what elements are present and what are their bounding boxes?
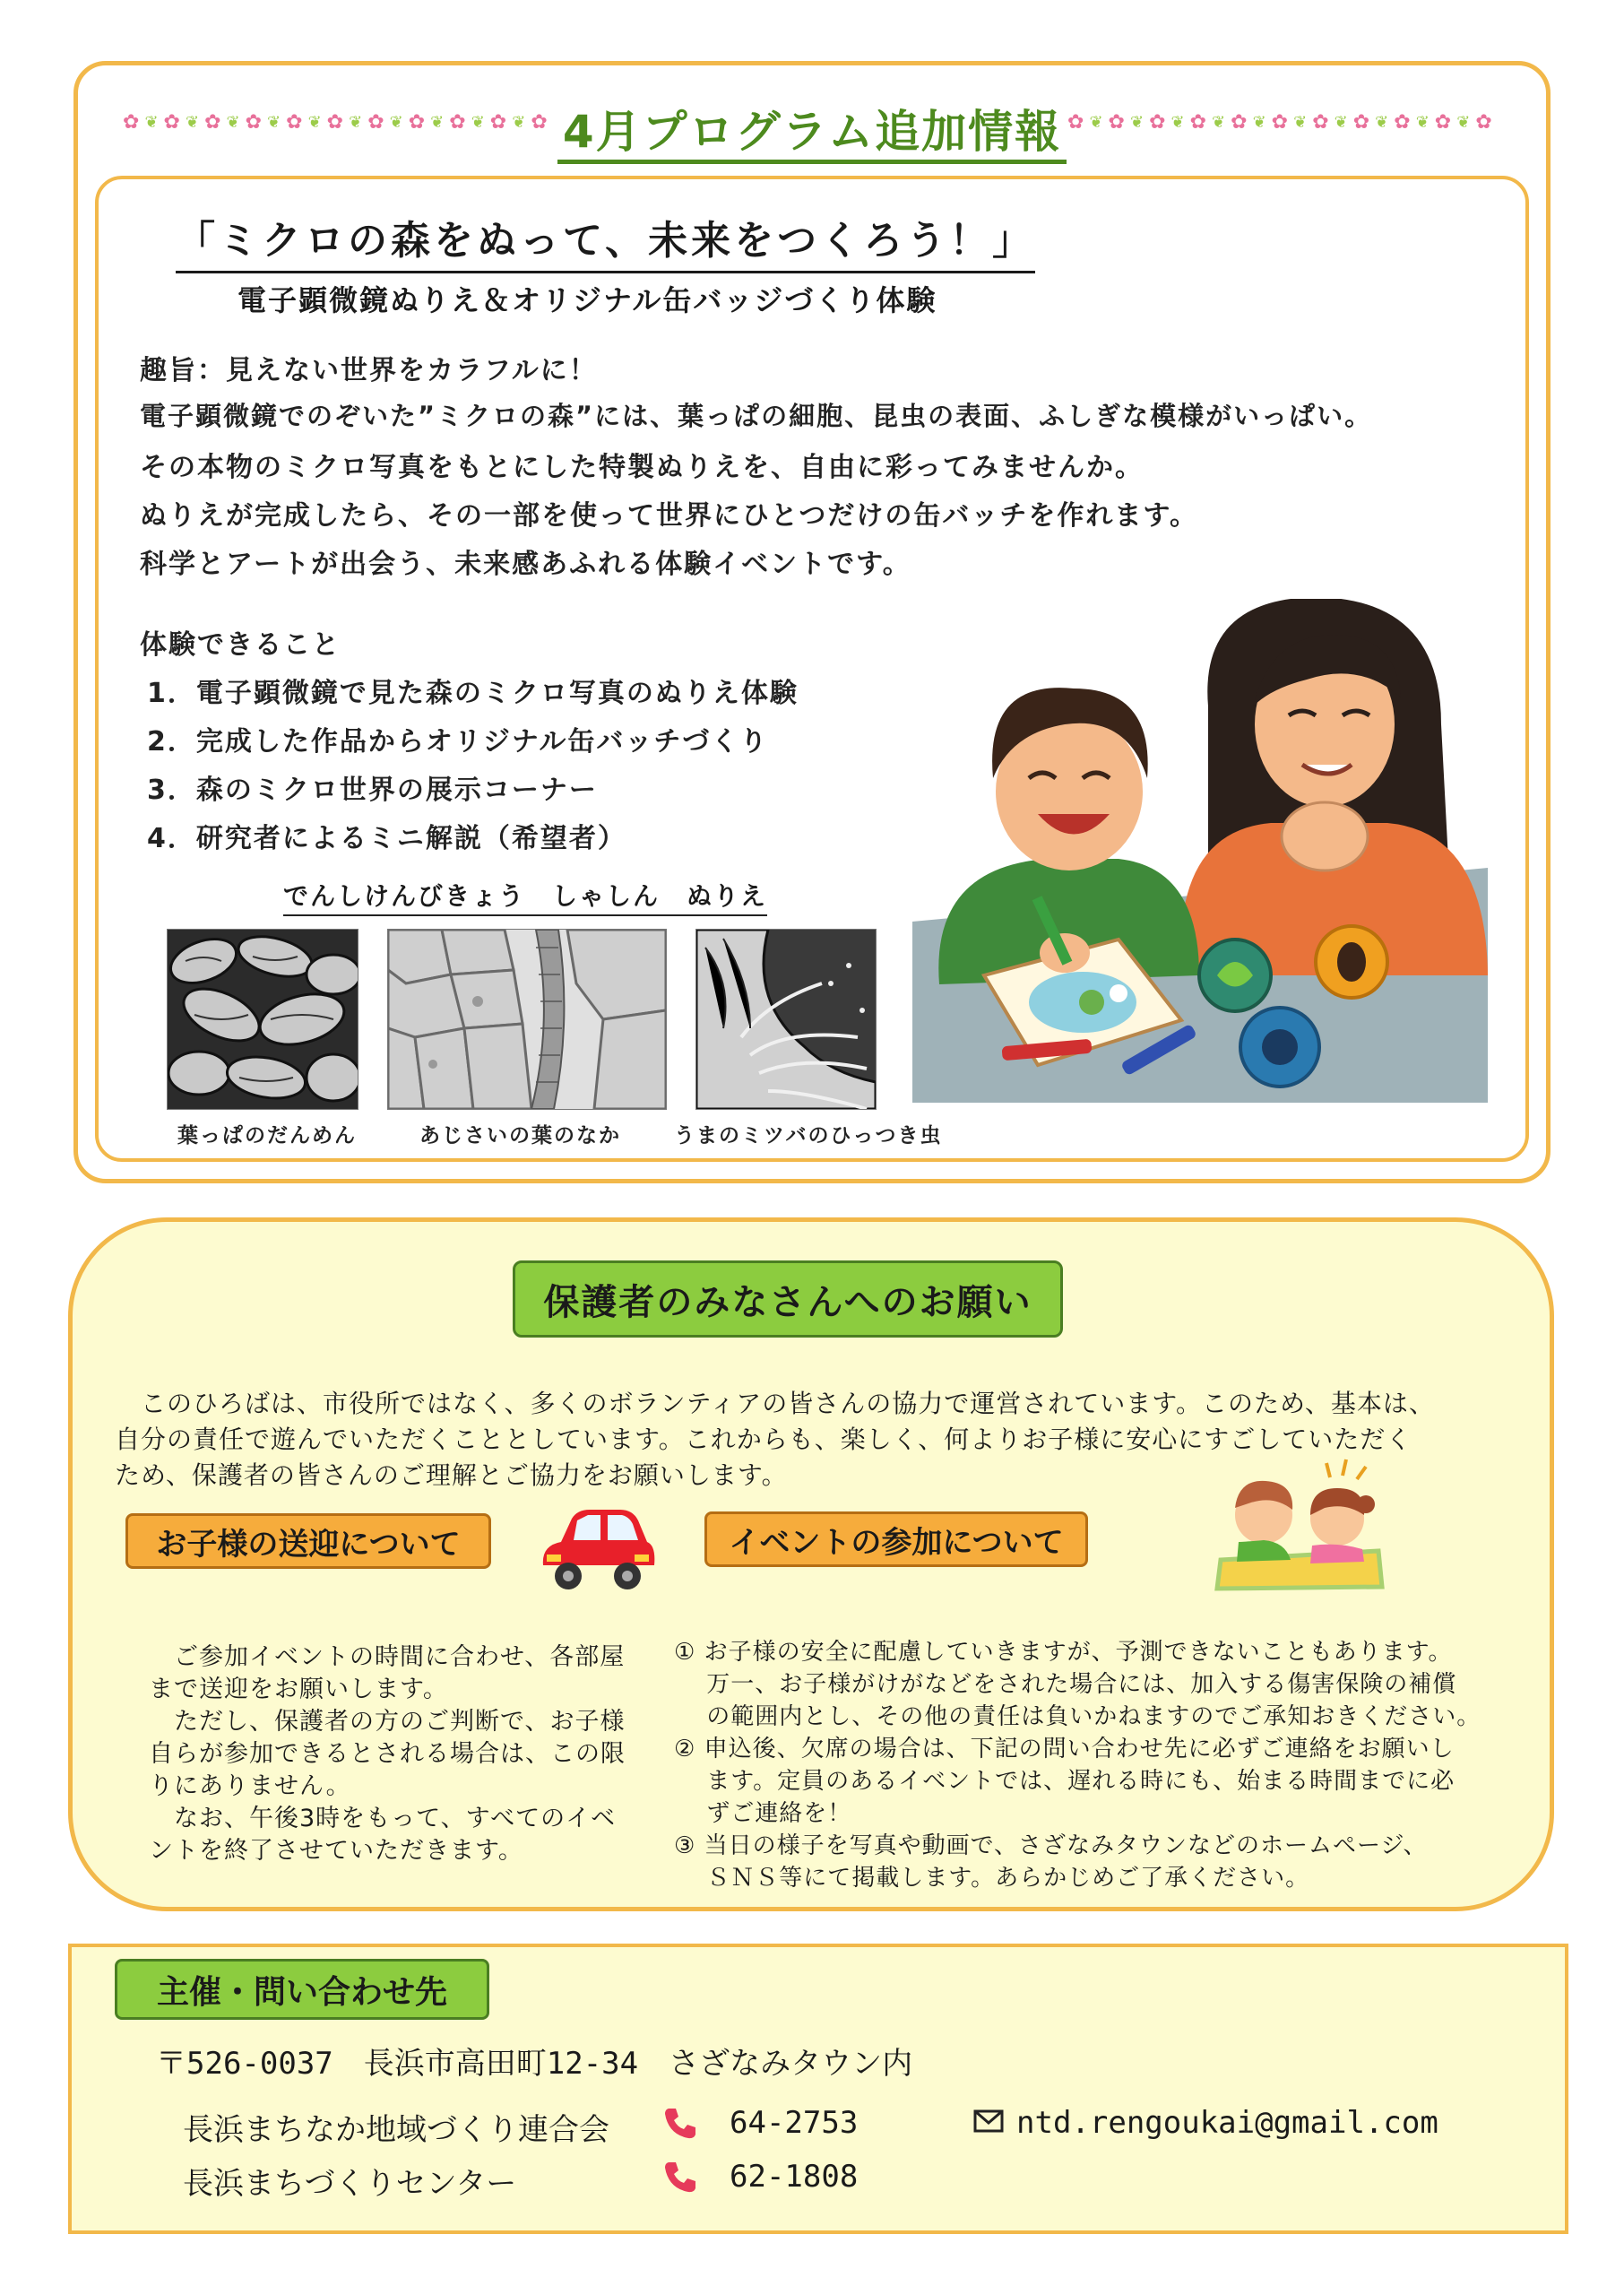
purpose-line: その本物のミクロ写真をもとにした特製ぬりえを、自由に彩ってみませんか。 bbox=[140, 452, 1144, 483]
activity-item: 1．電子顕微鏡で見た森のミクロ写真のぬりえ体験 bbox=[147, 678, 799, 709]
coloring-illustration bbox=[912, 599, 1488, 1103]
intro-line: 自分の責任で遊んでいただくこととしています。これからも、楽しく、何よりお子様に安心にすごしていただく bbox=[115, 1425, 1412, 1454]
guardian-notice-banner: 保護者のみなさんへのお願い bbox=[513, 1260, 1063, 1338]
flower-deco-right: ✿ ❦ ✿ ❦ ✿ ❦ ✿ ❦ ✿ ❦ ✿ ❦ ✿ ❦ ✿ ❦ ✿ ❦ ✿ ❦ ✿ bbox=[1067, 110, 1492, 134]
program-subtitle: 電子顕微鏡ぬりえ＆オリジナル缶バッジづくり体験 bbox=[238, 283, 937, 317]
purpose-line: 電子顕微鏡でのぞいた”ミクロの森”には、葉っぱの細胞、昆虫の表面、ふしぎな模様がいっぱい。 bbox=[140, 401, 1373, 431]
contact-org: 長浜まちなか地域づくり連合会 bbox=[183, 2112, 609, 2148]
micro-image-burr-seed bbox=[695, 929, 877, 1110]
event-banner: イベントの参加について bbox=[704, 1511, 1088, 1567]
contact-phone[interactable]: 62-1808 bbox=[730, 2159, 859, 2195]
phone-icon bbox=[661, 2159, 697, 2195]
purpose-line: 趣旨：見えない世界をカラフルに！ bbox=[140, 355, 598, 386]
pickup-line: なお、午後3時をもって、すべてのイベ bbox=[149, 1805, 617, 1832]
micro-image-leaf-section bbox=[167, 929, 358, 1110]
pickup-line: ただし、保護者の方のご判断で、お子様 bbox=[149, 1708, 626, 1736]
event-line: ＳＮＳ等にて掲載します。あらかじめご了承ください。 bbox=[674, 1865, 1310, 1892]
event-line: 万一、お子様がけがなどをされた場合には、加入する傷害保険の補償 bbox=[674, 1671, 1457, 1698]
event-line: ③ 当日の様子を写真や動画で、さざなみタウンなどのホームページ、 bbox=[674, 1832, 1428, 1859]
pickup-line: りにありません。 bbox=[149, 1772, 351, 1800]
intro-line: このひろばは、市役所ではなく、多くのボランティアの皆さんの協力で運営されています。このため、基本は、 bbox=[115, 1389, 1435, 1418]
image-caption: あじさいの葉のなか bbox=[419, 1124, 621, 1148]
contact-banner: 主催・問い合わせ先 bbox=[115, 1959, 489, 2020]
activity-item: 4．研究者によるミニ解説（希望者） bbox=[147, 823, 626, 854]
event-line: ます。定員のあるイベントでは、遅れる時にも、始まる時間までに必 bbox=[674, 1768, 1456, 1795]
activities-heading: 体験できること bbox=[140, 629, 341, 661]
contact-email[interactable]: ntd.rengoukai@gmail.com bbox=[1016, 2105, 1438, 2141]
image-caption: うまのミツバのひっつき虫 bbox=[674, 1124, 943, 1148]
event-line: ① お子様の安全に配慮していきますが、予測できないこともあります。 bbox=[674, 1639, 1453, 1666]
image-caption: 葉っぱのだんめん bbox=[177, 1124, 357, 1148]
section-heading: 4月プログラム追加情報 bbox=[78, 96, 1546, 160]
contact-org: 長浜まちづくりセンター bbox=[183, 2166, 517, 2202]
event-line: ② 申込後、欠席の場合は、下記の問い合わせ先に必ずご連絡をお願いし bbox=[674, 1736, 1455, 1762]
gallery-label: でんしけんびきょう しゃしん ぬりえ bbox=[283, 877, 767, 916]
event-line: ずご連絡を！ bbox=[674, 1800, 852, 1827]
contact-address: 〒526-0037 長浜市高田町12-34 さざなみタウン内 bbox=[156, 2046, 913, 2082]
mail-icon bbox=[973, 2109, 1004, 2134]
purpose-line: ぬりえが完成したら、その一部を使って世界にひとつだけの缶バッチを作れます。 bbox=[140, 500, 1198, 532]
flower-deco-left: ✿ ❦ ✿ ❦ ✿ ❦ ✿ ❦ ✿ ❦ ✿ ❦ ✿ ❦ ✿ ❦ ✿ ❦ ✿ ❦ ✿ bbox=[123, 110, 548, 134]
micro-image-hydrangea-leaf bbox=[387, 929, 667, 1110]
car-icon bbox=[534, 1503, 660, 1596]
phone-icon bbox=[661, 2105, 697, 2141]
contact-phone[interactable]: 64-2753 bbox=[730, 2105, 859, 2141]
flower-deco-icon: ✿ bbox=[1067, 110, 1084, 134]
pickup-line: 自らが参加できるとされる場合は、この限 bbox=[149, 1740, 626, 1768]
kids-icon bbox=[1212, 1452, 1387, 1592]
flower-deco-icon: ✿ bbox=[123, 110, 140, 134]
intro-line: ため、保護者の皆さんのご理解とご協力をお願いします。 bbox=[115, 1460, 788, 1490]
activity-item: 3．森のミクロ世界の展示コーナー bbox=[147, 775, 598, 806]
pickup-banner: お子様の送迎について bbox=[125, 1513, 491, 1569]
pickup-line: ご参加イベントの時間に合わせ、各部屋 bbox=[149, 1643, 626, 1671]
program-title: 「ミクロの森をぬって、未来をつくろう！」 bbox=[176, 208, 1035, 273]
pickup-line: ントを終了させていただきます。 bbox=[149, 1837, 523, 1865]
activity-item: 2．完成した作品からオリジナル缶バッチづくり bbox=[147, 726, 769, 758]
event-line: の範囲内とし、その他の責任は負いかねますのでご承知おきください。 bbox=[674, 1703, 1481, 1730]
purpose-line: 科学とアートが出会う、未来感あふれる体験イベントです。 bbox=[140, 549, 911, 580]
pickup-line: まで送迎をお願いします。 bbox=[149, 1676, 448, 1703]
